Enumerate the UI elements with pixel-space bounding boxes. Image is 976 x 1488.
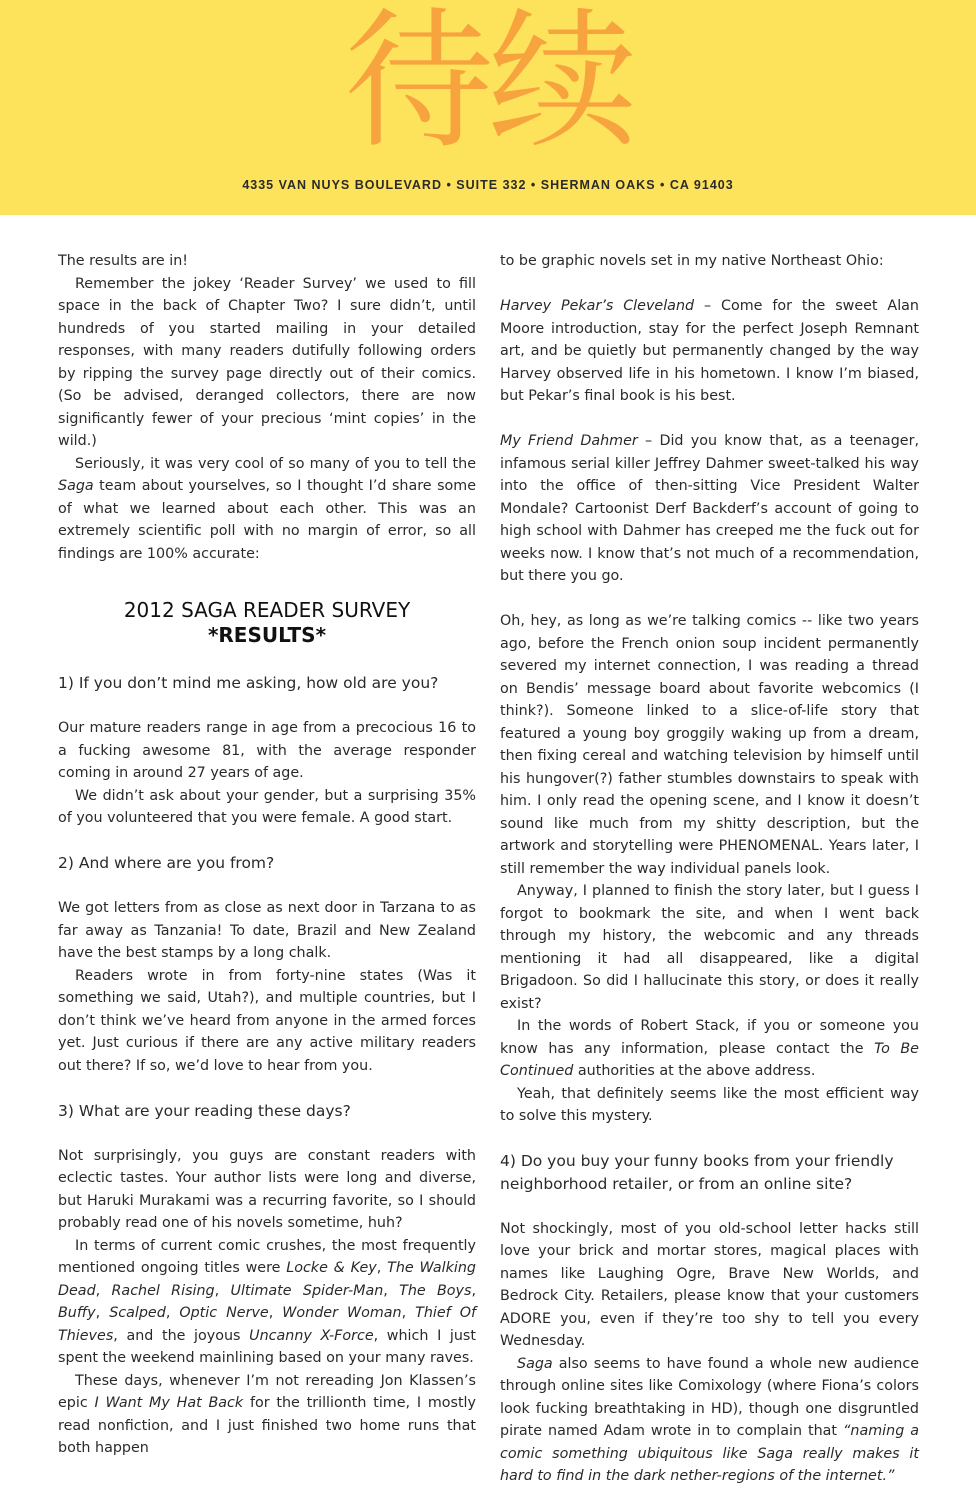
paragraph [500,430,919,588]
separator: , [214,1282,231,1299]
text: – Did you know that, as a teenager, infamous serial killer Jeffrey Dahmer sweet-talked his way into the office of then-sitting Vice President Walter Mondale? Cartoonist Derf Backderf’s account of going to high school with Dahmer has creeped me the fuck out for weeks now. I know that’s not much of a recommendation, but there you go. [500,433,919,584]
italic-title: Locke & Key [286,1260,377,1276]
text: , and the joyous [113,1327,250,1344]
paragraph: Anyway, I planned to finish the story later, but I guess I forgot to bookmark the site, and when I went back through my history, the webcomic and any threads mentioning it had all disappeared, like a digital Brigadoon. So did I hallucinate this story, or does it really exist? [500,883,919,1012]
text: Seriously, it was very cool of so many of you to tell the [75,455,476,472]
paragraph: Not surprisingly, you guys are constant readers with eclectic tastes. Your author lists were long and diverse, but Haruki Murakami was a recurring favorite, so I should probably read one of his novels sometime, huh? [58,1147,476,1231]
paragraph [500,295,919,408]
italic-quote: “naming a comic something ubiquitous like Saga really makes it hard to find in the dark nether-regions of the internet.” [500,1423,919,1484]
italic-title: Optic Nerve [179,1305,269,1321]
survey-title: 2012 SAGA READER SURVEY [123,598,411,622]
italic-title: Saga [58,478,94,494]
paragraph: We got letters from as close as next door in Tarzana to as far away as Tanzania! To date, Brazil and New Zealand have the best stamps by a long chalk. [58,900,476,961]
separator: , [401,1305,416,1321]
italic-title: Wonder Woman [282,1305,402,1321]
italic-title: Thief Of Thieves [58,1305,476,1344]
survey-heading [58,598,476,648]
paragraph: We didn’t ask about your gender, but a surprising 35% of you volunteered that you were female. A good start. [58,787,476,826]
question-1: 1) If you don’t mind me asking, how old are you? [58,674,439,692]
separator: , [95,1305,110,1321]
text: – Come for the sweet Alan Moore introduction, stay for the perfect Joseph Remnant art, and be quietly but permanently changed by the way Harvey observed life in his hometown. I know I’m biased, but Pekar’s final book is his best. [500,298,919,404]
separator: , [95,1282,112,1299]
text: In terms of current comic crushes, the most frequently mentioned ongoing titles were [58,1237,476,1276]
mailing-address: 4335 VAN NUYS BOULEVARD • SUITE 332 • SHERMAN OAKS • CA 91403 [242,178,734,192]
italic-title: Scalped [109,1305,166,1321]
right-column [500,250,919,1488]
italic-title: The Boys [399,1282,472,1299]
paragraph: Oh, hey, as long as we’re talking comics -- like two years ago, before the French onion soup incident permanently severed my internet connection, I was reading a thread on Bendis’ message board about favorite webcomics (I think?). Someone linked to a slice-of-life story that featured a young boy groggily waking up from a dream, then fixing cereal and watching television by himself until his hungover(?) father stumbles downstairs to speak with him. I only read the opening scene, and I know it doesn’t sound like much from my shitty description, but the artwork and storytelling were PHENOMENAL. Years later, I still remember the way individual panels look. [500,613,919,877]
text: for the trillionth time, I mostly read nonfiction, and I just finished two home runs that both happen [58,1395,476,1456]
text: In the words of Robert Stack, if you or someone you know has any information, please contact the [500,1018,919,1057]
paragraph: Remember the jokey ‘Reader Survey’ we used to fill space in the back of Chapter Two? I sure didn’t, until hundreds of you started mailing in your detailed responses, with many readers dutifully following orders by ripping the survey page directly out of their comics. (So be advised, deranged collectors, there are now significantly fewer of your precious ‘mint copies’ in the wild.) [58,275,476,449]
paragraph: Readers wrote in from forty-nine states (Was it something we said, Utah?), and multiple countries, but I don’t think we’ve heard from anyone in the armed forces yet. Just curious if there are any active military readers out there? If so, we’d love to hear from you. [58,967,476,1074]
paragraph: Not shockingly, most of you old-school letter hacks still love your brick and mortar stores, magical places with names like Laughing Ogre, Brave New Worlds, and Bedrock City. Retailers, please know that your customers ADORE you, even if they’re too shy to tell you every Wednesday. [500,1220,919,1349]
italic-title: My Friend Dahmer [500,433,638,449]
italic-title: The Walking Dead [58,1260,476,1299]
separator: , [471,1282,477,1299]
separator: , [376,1260,388,1276]
paragraph: to be graphic novels set in my native Northeast Ohio: [500,253,884,269]
italic-title: To Be Continued [500,1040,919,1079]
separator: , [165,1305,180,1321]
paragraph [500,1353,919,1488]
paragraph [58,453,476,566]
paragraph: Our mature readers range in age from a precocious 16 to a fucking awesome 81, with the average responder coming in around 27 years of age. [58,720,476,781]
question-4: 4) Do you buy your funny books from your friendly neighborhood retailer, or from an online site? [500,1152,894,1193]
italic-title: Harvey Pekar’s Cleveland [500,298,695,314]
text: These days, whenever I’m not rereading Jon Klassen’s epic [58,1372,476,1411]
page-title-cjk: 待续 [343,0,632,169]
question-2: 2) And where are you from? [58,854,275,872]
italic-title: Buffy [58,1305,96,1321]
paragraph [500,1015,919,1083]
left-column [58,250,476,1460]
header-banner [0,0,976,215]
italic-title: Ultimate Spider-Man [230,1282,384,1299]
paragraph: Yeah, that definitely seems like the most efficient way to solve this mystery. [500,1085,919,1124]
italic-title: Uncanny X-Force [249,1327,374,1344]
paragraph [58,1370,476,1460]
paragraph [58,1235,476,1370]
text: authorities at the above address. [573,1063,816,1079]
italic-title: I Want My Hat Back [94,1395,244,1411]
survey-subtitle: *RESULTS* [207,623,327,647]
italic-title: Saga [517,1355,553,1372]
text: team about yourselves, so I thought I’d share some of what we learned about each other. This was an extremely scientific poll with no margin of error, so all findings are 100% accurate: [58,478,476,562]
intro-line: The results are in! [58,253,189,269]
question-3: 3) What are your reading these days? [58,1101,351,1120]
text: also seems to have found a whole new audience through online sites like Comixology (where Fiona’s colors look fucking breathtaking in HD), though one disgruntled pirate named Adam wrote in to complain that [500,1355,919,1439]
separator: , [268,1305,283,1321]
italic-title: Rachel Rising [111,1282,215,1299]
text: , which I just spent the weekend mainlining based on your many raves. [58,1327,476,1366]
separator: , [383,1282,400,1299]
